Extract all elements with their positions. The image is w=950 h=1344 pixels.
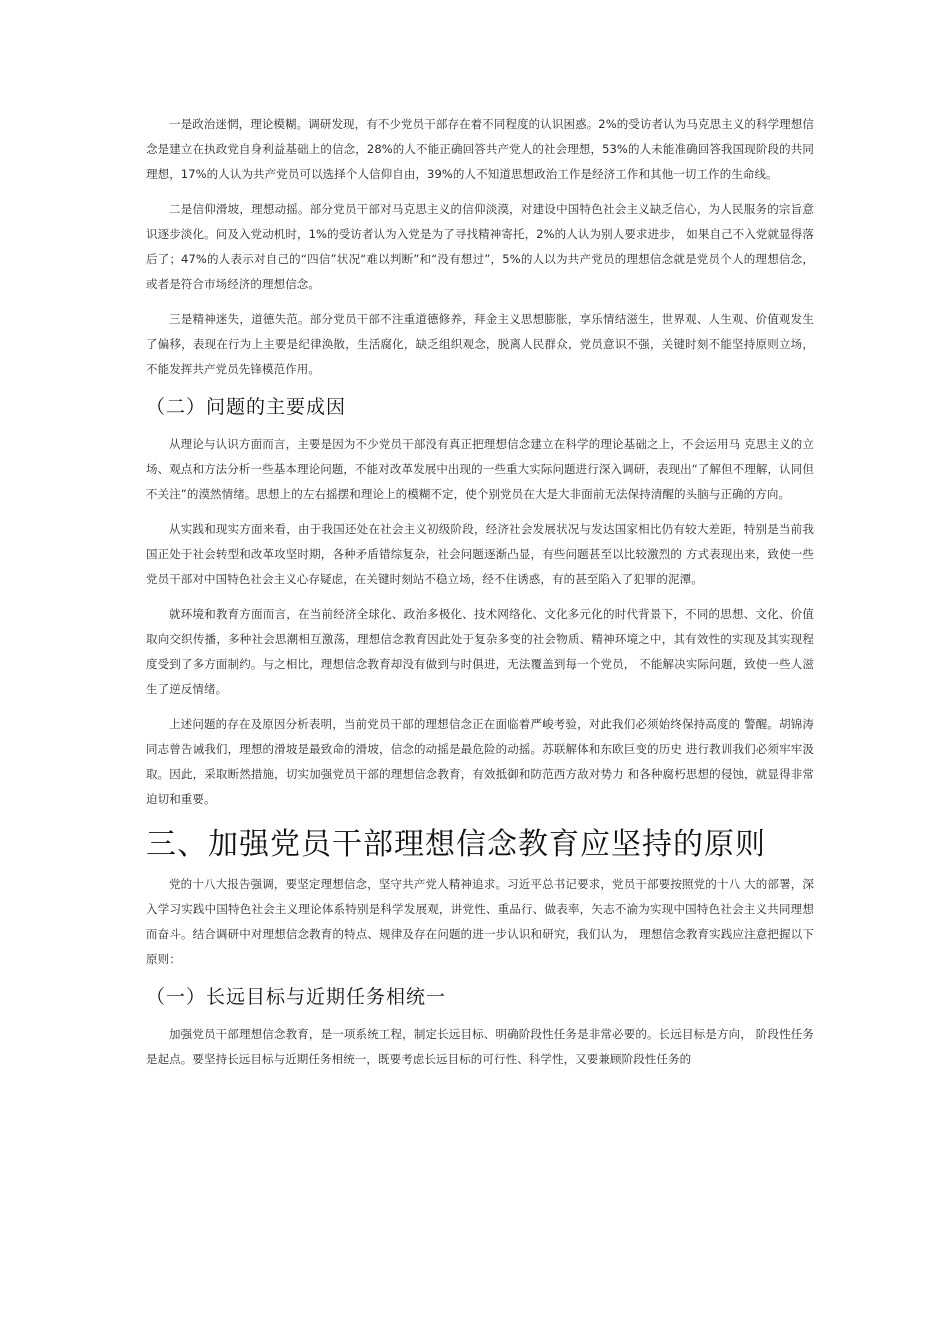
paragraph-environment-cause: 就环境和教育方面而言，在当前经济全球化、政治多极化、技术网络化、文化多元化的时代背景下，不同的思想、文化、价值取向交织传播，多种社会思潮相互激荡，理想信念教育因此处于复杂多变的社会物质、精神环境之中，其有效性的实现及其实现程度受到了多方面制约。与之相比，理想信念教育却没有做到与时俱进，无法覆盖到每一个党员， 不能解决实际问题，致使一些人滋生了逆反情绪。 [146, 607, 814, 696]
heading-long-term-goals: （一）长远目标与近期任务相统一 [146, 986, 447, 1008]
heading-principles: 三、加强党员干部理想信念教育应坚持的原则 [146, 827, 766, 862]
paragraph-analysis-summary: 上述问题的存在及原因分析表明，当前党员干部的理想信念正在面临着严峻考验，对此我们必须始终保持高度的 警醒。胡锦涛同志曾告诫我们，理想的滑坡是最致命的滑坡，信念的动摇是最危险的动摇。苏联解体和东欧巨变的历史 进行教训我们必须牢牢汲取。因此，采取断然措施，切实加强党员干部的理想信念教育，有效抵御和防范西方敌对势力 和各种腐朽思想的侵蚀，就显得非常迫切和重要。 [146, 717, 814, 806]
heading-main-causes: （二）问题的主要成因 [146, 396, 347, 418]
paragraph-moral-lapse: 三是精神迷失，道德失范。部分党员干部不注重道德修养，拜金主义思想膨胀，享乐情结滋生，世界观、人生观、价值观发生了偏移，表现在行为上主要是纪律涣散，生活腐化，缺乏组织观念，脱离人民群众，党员意识不强，关键时刻不能坚持原则立场，不能发挥共产党员先锋模范作用。 [146, 312, 814, 376]
paragraph-political-confusion: 一是政治迷惘，理论模糊。调研发现，有不少党员干部存在着不同程度的认识困惑。2%的受访者认为马克思主义的科学理想信念是建立在执政党自身利益基础上的信念，28%的人不能正确回答共产党人的社会理想，53%的人未能准确回答我国现阶段的共同理想，17%的人认为共产党员可以选择个人信仰自由，39%的人不知道思想政治工作是经济工作和其他一切工作的生命线。 [146, 117, 814, 181]
document-body [146, 112, 814, 1082]
paragraph-principles-intro: 党的十八大报告强调，要坚定理想信念，坚守共产党人精神追求。习近平总书记要求，党员干部要按照党的十八 大的部署，深入学习实践中国特色社会主义理论体系特别是科学发展观，讲党性、重品行、做表率，矢志不渝为实现中国特色社会主义共同理想而奋斗。结合调研中对理想信念教育的特点、规律及存在问题的进一步认识和研究，我们认为， 理想信念教育实践应注意把握以下原则： [146, 877, 814, 966]
paragraph-practice-cause: 从实践和现实方面来看，由于我国还处在社会主义初级阶段，经济社会发展状况与发达国家相比仍有较大差距，特别是当前我国正处于社会转型和改革攻坚时期，各种矛盾错综复杂，社会问题逐渐凸显，有些问题甚至以比较激烈的 方式表现出来，致使一些党员干部对中国特色社会主义心存疑虑，在关键时刻站不稳立场，经不住诱惑，有的甚至陷入了犯罪的泥潭。 [146, 522, 814, 586]
paragraph-belief-decline: 二是信仰滑坡，理想动摇。部分党员干部对马克思主义的信仰淡漠，对建设中国特色社会主义缺乏信心，为人民服务的宗旨意识逐步淡化。问及入党动机时，1%的受访者认为入党是为了寻找精神寄托，2%的人认为别人要求进步， 如果自己不入党就显得落后了；47%的人表示对自己的“四信”状况“难以判断”和“没有想过”，5%的人以为共产党员的理想信念就是党员个人的理想信念，或者是符合市场经济的理想信念。 [146, 202, 814, 291]
paragraph-long-term-goals: 加强党员干部理想信念教育，是一项系统工程，制定长远目标、明确阶段性任务是非常必要的。长远目标是方向， 阶段性任务是起点。要坚持长远目标与近期任务相统一，既要考虑长远目标的可行性、科学性，又要兼顾阶段性任务的 [146, 1027, 814, 1066]
paragraph-theory-cause: 从理论与认识方面而言，主要是因为不少党员干部没有真正把理想信念建立在科学的理论基础之上，不会运用马 克思主义的立场、观点和方法分析一些基本理论问题，不能对改革发展中出现的一些重大实际问题进行深入调研，表现出“了解但不理解，认同但不关注”的漠然情绪。思想上的左右摇摆和理论上的模糊不定，使个别党员在大是大非面前无法保持清醒的头脑与正确的方向。 [146, 437, 814, 501]
